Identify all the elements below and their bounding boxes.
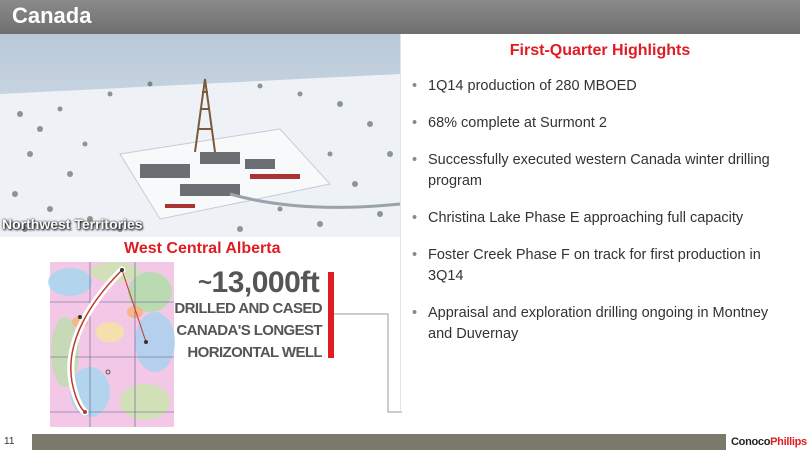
well-map xyxy=(50,262,174,427)
photo-caption: Northwest Territories xyxy=(2,216,143,232)
highlight-item xyxy=(410,245,770,287)
highlight-text: Christina Lake Phase E approaching full capacity xyxy=(428,210,744,226)
logo-text-part1: Conoco xyxy=(731,436,771,448)
highlight-text: Successfully executed western Canada winter drilling program xyxy=(428,152,770,189)
highlight-text: 1Q14 production of 280 MBOED xyxy=(428,78,637,94)
drilling-site-photo xyxy=(0,34,400,237)
title-bar xyxy=(0,0,800,34)
snow-rig-illustration xyxy=(0,34,400,237)
bullet-icon: • xyxy=(412,247,418,263)
highlight-item xyxy=(410,113,770,134)
highlights-list xyxy=(410,76,770,361)
page-number: 11 xyxy=(4,436,15,447)
footer-bar xyxy=(32,434,726,450)
bullet-icon: • xyxy=(412,152,418,168)
highlights-title: First-Quarter Highlights xyxy=(509,42,691,59)
alberta-title: West Central Alberta xyxy=(124,240,281,257)
column-divider xyxy=(400,34,401,412)
highlight-item xyxy=(410,76,770,97)
metric-line-2: CANADA'S LONGEST xyxy=(176,322,322,339)
bullet-icon: • xyxy=(412,78,418,94)
bullet-icon: • xyxy=(412,115,418,131)
metric-accent-bar xyxy=(328,272,334,358)
highlight-text: Foster Creek Phase F on track for first production in 3Q14 xyxy=(428,247,761,284)
metric-line-3: HORIZONTAL WELL xyxy=(187,344,322,361)
metric-tilde: ~ xyxy=(198,269,212,296)
highlight-text: 68% complete at Surmont 2 xyxy=(428,115,607,131)
bullet-icon: • xyxy=(412,210,418,226)
highlight-text: Appraisal and exploration drilling ongoing in Montney and Duvernay xyxy=(428,305,769,342)
highlight-item xyxy=(410,150,770,192)
company-logo xyxy=(731,436,807,448)
page-title: Canada xyxy=(12,3,92,28)
metric-value xyxy=(198,266,319,300)
highlight-item xyxy=(410,303,770,345)
logo-text-part2: Phillips xyxy=(770,436,807,448)
metric-number: 13,000ft xyxy=(211,266,320,299)
bullet-icon: • xyxy=(412,305,418,321)
highlight-item xyxy=(410,208,770,229)
horizontal-well-map xyxy=(50,262,174,427)
metric-line-1: DRILLED AND CASED xyxy=(174,300,322,317)
